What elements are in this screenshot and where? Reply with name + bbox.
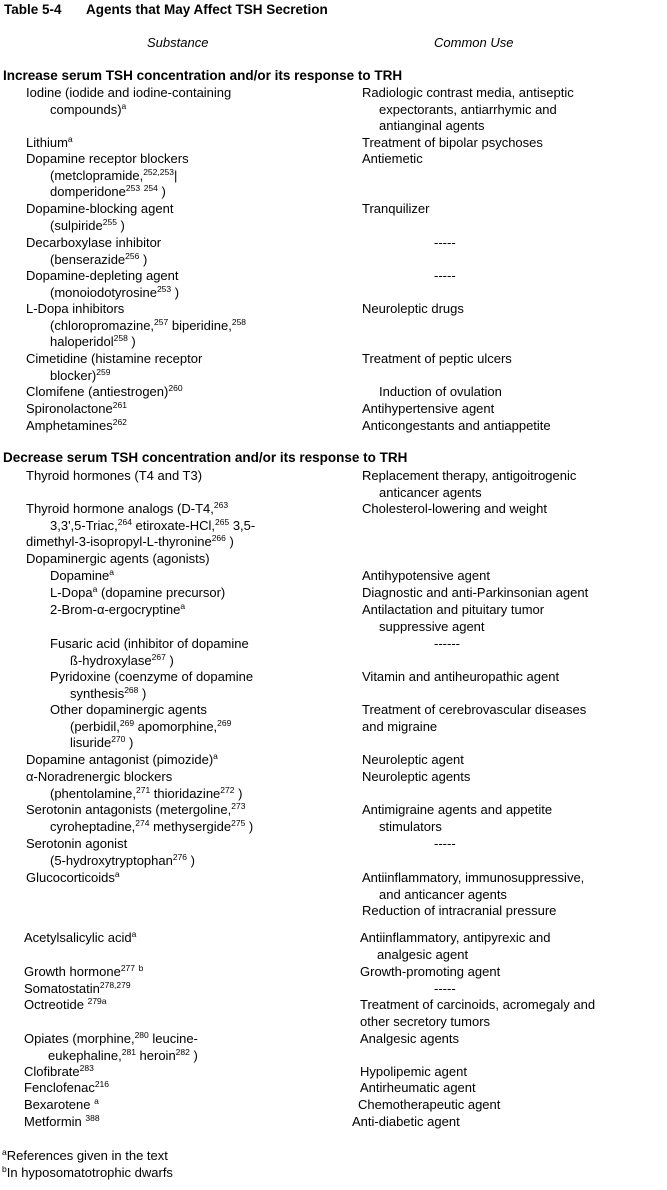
substance-line: Metformin $^{388}$ <box>24 1113 100 1129</box>
common-use-line: Replacement therapy, antigoitrogenic <box>362 468 577 483</box>
substance-cell <box>26 602 356 619</box>
substance-line: cyroheptadine,$^{274}$ methysergide$^{275}$ ) <box>50 817 254 834</box>
table-number: Table 5-4 <box>4 2 62 17</box>
common-use-line: Treatment of cerebrovascular diseases <box>362 702 587 717</box>
substance-line: Opiates (morphine,$^{280}$ leucine- <box>24 1030 198 1046</box>
common-use-line: other secretory tumors <box>360 1013 491 1029</box>
substance-line: Lithium$^a$ <box>26 134 73 150</box>
substance-line: Dopamine-depleting agent <box>26 268 179 283</box>
substance-cell <box>26 401 356 418</box>
common-use-line: Radiologic contrast media, antiseptic <box>362 85 574 100</box>
substance-line: Dopaminergic agents (agonists) <box>26 551 210 566</box>
common-use-line: ------ <box>434 636 460 651</box>
footnote: $^b$In hyposomatotrophic dwarfs <box>2 1164 173 1180</box>
substance-line: Thyroid hormone analogs (D-T4,$^{263}$ <box>26 500 229 516</box>
common-use-cell <box>362 585 652 602</box>
common-use-line: Vitamin and antiheuropathic agent <box>362 669 560 684</box>
substance-line: blocker)$^{259}$ <box>50 366 111 383</box>
section-heading: Decrease serum TSH concentration and/or its response to TRH <box>3 450 408 465</box>
substance-cell <box>26 235 356 268</box>
substance-cell <box>24 1080 354 1097</box>
common-use-cell <box>362 201 652 218</box>
common-use-line: Antilactation and pituitary tumor <box>362 602 545 617</box>
column-header-substance: Substance <box>147 35 209 50</box>
substance-line: (5-hydroxytryptophan$^{276}$ ) <box>50 851 195 868</box>
common-use-cell <box>362 501 652 518</box>
common-use-cell <box>362 702 652 735</box>
common-use-cell <box>362 268 652 285</box>
common-use-cell <box>362 151 652 168</box>
substance-line: Somatostatin$^{278,279}$ <box>24 980 131 996</box>
substance-line: Acetylsalicylic acid$^a$ <box>24 929 137 945</box>
substance-line: lisuride$^{270}$ ) <box>70 734 134 751</box>
substance-line: L-Dopa inhibitors <box>26 301 125 316</box>
common-use-line: Anti-diabetic agent <box>352 1114 460 1129</box>
common-use-line: and migraine <box>362 718 438 734</box>
common-use-cell <box>360 1031 650 1048</box>
substance-cell <box>26 151 356 201</box>
substance-cell <box>26 351 356 384</box>
substance-line: α-Noradrenergic blockers <box>26 769 173 784</box>
common-use-line: Antihypotensive agent <box>362 568 490 583</box>
substance-line: Pyridoxine (coenzyme of dopamine <box>50 669 254 684</box>
substance-cell <box>26 501 356 551</box>
common-use-line: ----- <box>434 235 456 250</box>
common-use-line: Antirheumatic agent <box>360 1080 476 1095</box>
substance-cell <box>24 1064 354 1081</box>
substance-cell <box>26 418 356 435</box>
substance-cell <box>26 268 356 301</box>
common-use-line: Induction of ovulation <box>379 384 502 399</box>
common-use-line: Antihypertensive agent <box>362 401 495 416</box>
substance-line: synthesis$^{268}$ ) <box>70 684 147 701</box>
substance-cell <box>26 752 356 769</box>
substance-line: 3,3',5-Triac,$^{264}$ etiroxate-HCl,$^{265}$ 3,5- <box>50 516 256 533</box>
substance-cell <box>26 568 356 585</box>
footnote: $^a$References given in the text <box>2 1147 168 1163</box>
common-use-cell <box>362 802 652 835</box>
substance-cell <box>26 384 356 401</box>
common-use-cell <box>362 235 652 252</box>
common-use-line: Reduction of intracranial pressure <box>362 903 557 919</box>
substance-cell <box>26 636 356 669</box>
substance-line: Dopamine$^a$ <box>50 567 114 583</box>
substance-line: (monoiodotyrosine$^{253}$ ) <box>50 283 180 300</box>
substance-line: Iodine (iodide and iodine-containing <box>26 85 232 100</box>
common-use-cell <box>362 468 652 501</box>
common-use-cell <box>362 568 652 585</box>
substance-line: (sulpiride$^{255}$ ) <box>50 216 125 233</box>
common-use-line: ----- <box>434 836 456 851</box>
common-use-line: Neuroleptic agents <box>362 769 471 784</box>
substance-line: Fusaric acid (inhibitor of dopamine <box>50 636 249 651</box>
substance-line: Fenclofenac$^{216}$ <box>24 1079 110 1095</box>
substance-cell <box>26 836 356 869</box>
substance-cell <box>24 1031 354 1064</box>
substance-cell <box>26 702 356 752</box>
common-use-cell <box>360 1064 650 1081</box>
substance-line: compounds)$^a$ <box>50 100 127 117</box>
common-use-line: Hypolipemic agent <box>360 1064 467 1079</box>
substance-line: domperidone$^{253}$ $^{254}$ ) <box>50 183 166 200</box>
common-use-line: Analgesic agents <box>360 1031 460 1046</box>
common-use-line: Antiinflammatory, antipyrexic and <box>360 930 551 945</box>
common-use-line: Tranquilizer <box>362 201 430 216</box>
substance-line: Octreotide $^{279a}$ <box>24 996 107 1012</box>
substance-cell <box>26 85 356 118</box>
common-use-line: stimulators <box>379 818 442 834</box>
substance-cell <box>26 201 356 234</box>
substance-line: Clofibrate$^{283}$ <box>24 1063 94 1079</box>
substance-line: (phentolamine,$^{271}$ thioridazine$^{272}$ ) <box>50 784 243 801</box>
common-use-line: suppressive agent <box>379 618 485 634</box>
common-use-cell <box>360 997 650 1030</box>
common-use-line: Chemotherapeutic agent <box>358 1097 501 1112</box>
substance-line: Dopamine receptor blockers <box>26 151 189 166</box>
common-use-cell <box>362 836 652 853</box>
substance-cell <box>26 468 356 485</box>
common-use-cell <box>362 85 652 135</box>
common-use-line: Neuroleptic drugs <box>362 301 464 316</box>
substance-cell <box>24 981 354 998</box>
common-use-line: expectorants, antiarrhymic and <box>379 101 557 117</box>
substance-line: Cimetidine (histamine receptor <box>26 351 203 366</box>
common-use-line: Treatment of carcinoids, acromegaly and <box>360 997 596 1012</box>
substance-cell <box>24 964 354 981</box>
common-use-cell <box>362 669 652 686</box>
common-use-cell <box>352 1114 642 1131</box>
substance-line: Other dopaminergic agents <box>50 702 207 717</box>
common-use-line: Growth-promoting agent <box>360 964 501 979</box>
common-use-cell <box>362 135 652 152</box>
substance-cell <box>26 802 356 835</box>
common-use-line: Treatment of bipolar psychoses <box>362 135 543 150</box>
common-use-cell <box>360 930 650 963</box>
substance-line: Clomifene (antiestrogen)$^{260}$ <box>26 383 183 399</box>
substance-line: Serotonin antagonists (metergoline,$^{273}$ <box>26 801 246 817</box>
substance-line: Dopamine-blocking agent <box>26 201 174 216</box>
common-use-line: Cholesterol-lowering and weight <box>362 501 547 516</box>
substance-cell <box>24 997 354 1014</box>
substance-line: (metclopramide,$^{252,253}$| <box>50 166 178 183</box>
common-use-cell <box>362 636 652 653</box>
substance-cell <box>26 551 356 568</box>
substance-line: haloperidol$^{258}$ ) <box>50 333 136 350</box>
substance-line: Spironolactone$^{261}$ <box>26 400 127 416</box>
substance-line: Growth hormone$^{277}$ $^b$ <box>24 963 144 979</box>
substance-line: Thyroid hormones (T4 and T3) <box>26 468 203 483</box>
substance-line: Decarboxylase inhibitor <box>26 235 162 250</box>
substance-cell <box>26 585 356 602</box>
common-use-cell <box>362 384 652 401</box>
common-use-cell <box>362 752 652 769</box>
common-use-cell <box>362 301 652 318</box>
substance-line: Glucocorticoids$^a$ <box>26 869 120 885</box>
substance-cell <box>26 301 356 351</box>
common-use-line: Treatment of peptic ulcers <box>362 351 512 366</box>
common-use-line: antianginal agents <box>379 118 485 134</box>
substance-line: ß-hydroxylase$^{267}$ ) <box>70 651 174 668</box>
common-use-line: anticancer agents <box>379 484 482 500</box>
common-use-line: Diagnostic and anti-Parkinsonian agent <box>362 585 589 600</box>
substance-line: Serotonin agonist <box>26 836 128 851</box>
common-use-cell <box>362 602 652 635</box>
substance-cell <box>26 870 356 887</box>
common-use-line: ----- <box>434 268 456 283</box>
common-use-cell <box>360 1080 650 1097</box>
common-use-cell <box>362 769 652 786</box>
substance-cell <box>24 1097 354 1114</box>
common-use-cell <box>362 870 652 920</box>
substance-line: eukephaline,$^{281}$ heroin$^{282}$ ) <box>48 1046 198 1063</box>
substance-cell <box>26 135 356 152</box>
common-use-cell <box>358 1097 648 1114</box>
common-use-cell <box>362 401 652 418</box>
common-use-cell <box>362 981 652 998</box>
column-header-common-use: Common Use <box>434 35 514 50</box>
substance-line: (perbidil,$^{269}$ apomorphine,$^{269}$ <box>70 717 232 734</box>
common-use-line: Antimigraine agents and appetite <box>362 802 553 817</box>
common-use-cell <box>362 351 652 368</box>
substance-cell <box>24 1114 354 1131</box>
common-use-cell <box>362 418 652 435</box>
substance-line: 2-Brom-α-ergocryptine$^a$ <box>50 601 186 617</box>
common-use-cell <box>360 964 650 981</box>
table-caption: Agents that May Affect TSH Secretion <box>86 2 328 17</box>
common-use-line: Anticongestants and antiappetite <box>362 418 551 433</box>
common-use-line: ----- <box>434 981 456 996</box>
substance-line: (chloropromazine,$^{257}$ biperidine,$^{258}$ <box>50 316 247 333</box>
substance-line: dimethyl-3-isopropyl-L-thyronine$^{266}$ ) <box>26 533 234 550</box>
substance-line: Amphetamines$^{262}$ <box>26 417 127 433</box>
substance-cell <box>26 669 356 702</box>
table-title <box>4 2 328 17</box>
common-use-line: and anticancer agents <box>379 886 507 902</box>
common-use-line: Neuroleptic agent <box>362 752 464 767</box>
substance-line: Bexarotene $^a$ <box>24 1096 99 1112</box>
common-use-line: Antiemetic <box>362 151 423 166</box>
section-heading: Increase serum TSH concentration and/or its response to TRH <box>3 68 403 83</box>
substance-line: Dopamine antagonist (pimozide)$^a$ <box>26 751 218 767</box>
common-use-line: analgesic agent <box>377 946 469 962</box>
common-use-line: Antiinflammatory, immunosuppressive, <box>362 870 585 885</box>
substance-line: (benserazide$^{256}$ ) <box>50 250 148 267</box>
substance-cell <box>24 930 354 947</box>
substance-cell <box>26 769 356 802</box>
substance-line: L-Dopa$^a$ (dopamine precursor) <box>50 584 226 600</box>
